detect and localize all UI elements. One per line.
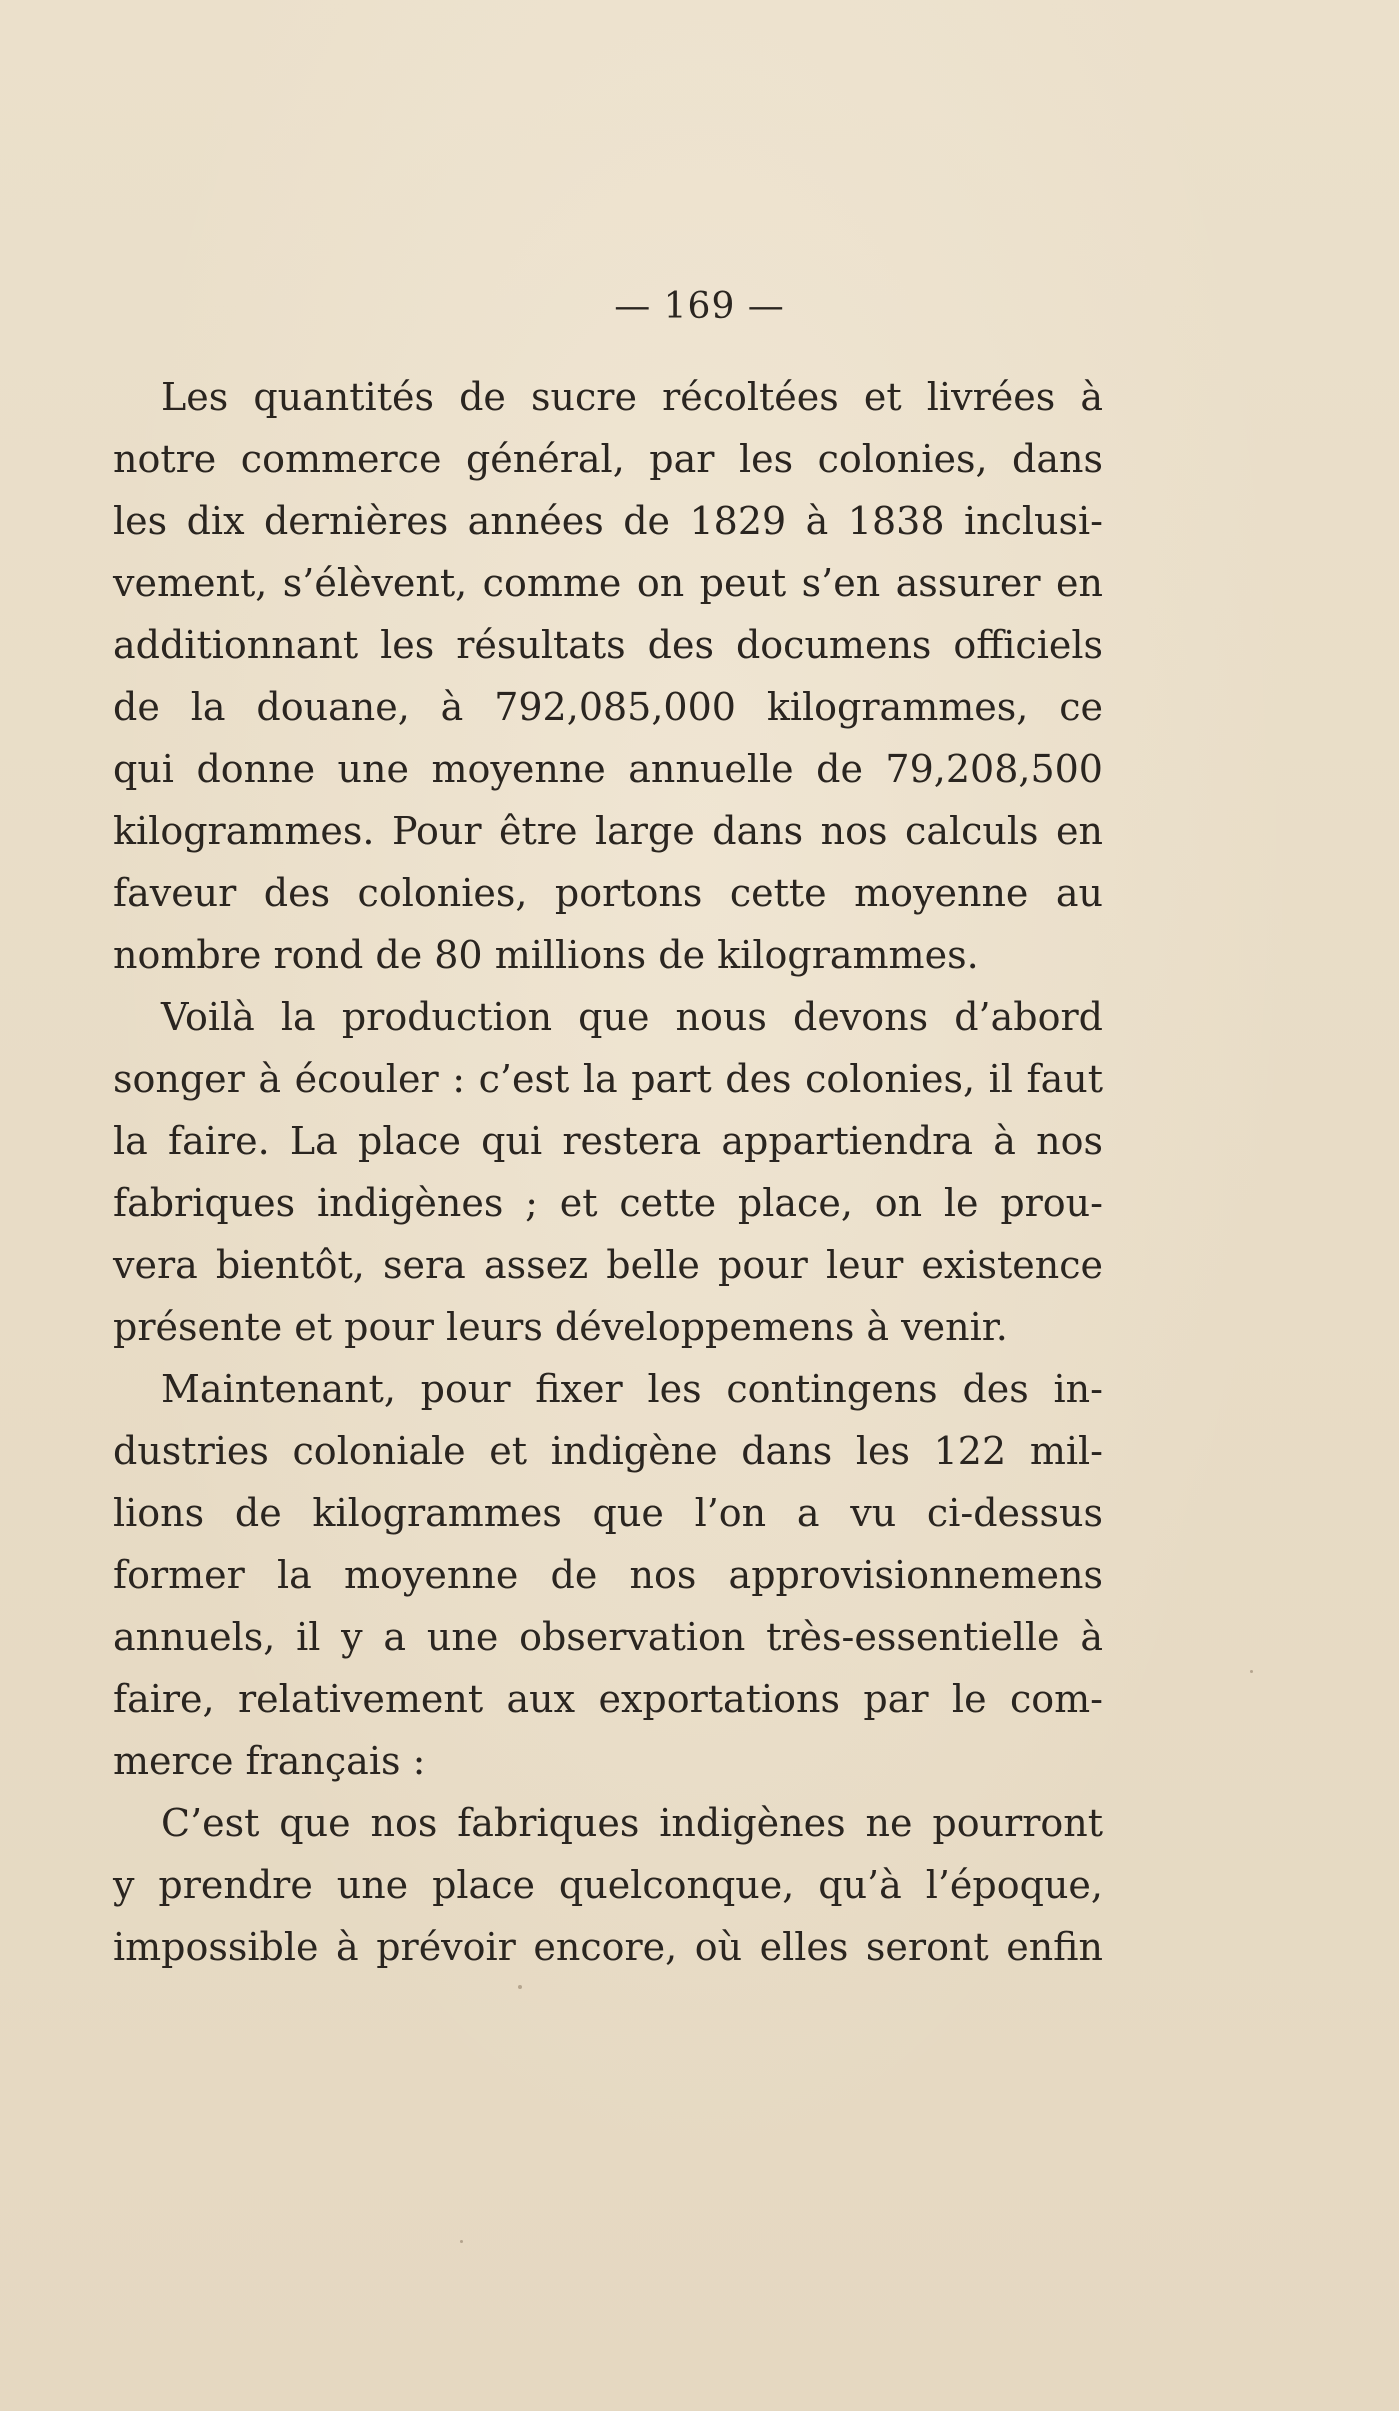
- text-line: notre commerce général, par les colonies, dans: [113, 437, 1103, 481]
- paper-speck: [518, 1985, 522, 1989]
- text-line: additionnant les résultats des documens officiels: [113, 623, 1103, 667]
- text-line: lions de kilogrammes que l’on a vu ci-dessus: [113, 1491, 1103, 1535]
- page-number: — 169 —: [614, 286, 785, 327]
- text-line: kilogrammes. Pour être large dans nos calculs en: [113, 809, 1103, 853]
- text-line: annuels, il y a une observation très-essentielle à: [113, 1615, 1103, 1659]
- text-line: faveur des colonies, portons cette moyenne au: [113, 871, 1103, 915]
- text-line: la faire. La place qui restera appartiendra à nos: [113, 1119, 1103, 1163]
- paper-speck: [1250, 1670, 1253, 1673]
- text-line: former la moyenne de nos approvisionnemens: [113, 1553, 1103, 1597]
- text-line: faire, relativement aux exportations par le com-: [113, 1677, 1103, 1721]
- text-line: dustries coloniale et indigène dans les 122 mil-: [113, 1429, 1103, 1473]
- text-line: merce français :: [113, 1739, 426, 1783]
- text-line: les dix dernières années de 1829 à 1838 inclusi-: [113, 499, 1103, 543]
- text-line: Les quantités de sucre récoltées et livrées à: [161, 375, 1103, 419]
- text-line: de la douane, à 792,085,000 kilogrammes, ce: [113, 685, 1103, 729]
- text-line: qui donne une moyenne annuelle de 79,208,500: [113, 747, 1103, 791]
- text-line: fabriques indigènes ; et cette place, on le prou-: [113, 1181, 1103, 1225]
- text-line: Voilà la production que nous devons d’abord: [161, 995, 1103, 1039]
- body-text: [113, 366, 1103, 1978]
- text-line: C’est que nos fabriques indigènes ne pourront: [161, 1801, 1103, 1845]
- text-line: Maintenant, pour fixer les contingens des in-: [161, 1367, 1103, 1411]
- text-line: vera bientôt, sera assez belle pour leur existence: [113, 1243, 1103, 1287]
- text-line: impossible à prévoir encore, où elles seront enfin: [113, 1925, 1103, 1969]
- text-line: nombre rond de 80 millions de kilogrammes.: [113, 933, 979, 977]
- paper-speck: [460, 2240, 463, 2243]
- text-line: songer à écouler : c’est la part des colonies, il faut: [113, 1057, 1103, 1101]
- text-line: présente et pour leurs développemens à venir.: [113, 1305, 1008, 1349]
- text-line: y prendre une place quelconque, qu’à l’époque,: [113, 1863, 1103, 1907]
- text-line: vement, s’élèvent, comme on peut s’en assurer en: [113, 561, 1103, 605]
